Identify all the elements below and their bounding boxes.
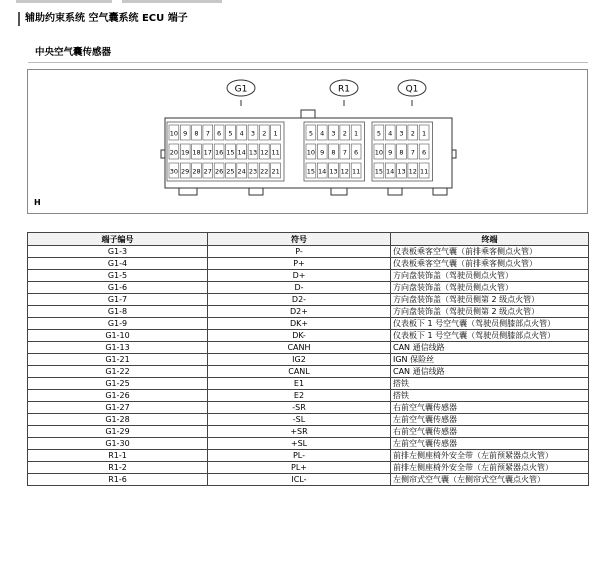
destination-cell: 仪表板乘客空气囊（前排乘客侧点火管） bbox=[391, 246, 589, 258]
pin-number: 26 bbox=[214, 167, 224, 176]
pin-number: 11 bbox=[419, 167, 429, 176]
destination-cell: 左前空气囊传感器 bbox=[391, 414, 589, 426]
col-header-terminal: 端子编号 bbox=[28, 233, 208, 246]
terminal-cell: R1-2 bbox=[28, 462, 208, 474]
table-row bbox=[28, 414, 589, 426]
pin-number: 6 bbox=[422, 148, 427, 157]
terminal-cell: G1-27 bbox=[28, 402, 208, 414]
symbol-cell: -SR bbox=[208, 402, 391, 414]
table-row bbox=[28, 246, 589, 258]
destination-cell: 前排左侧座椅外安全带（左前预紧器点火管） bbox=[391, 450, 589, 462]
pin-number: 9 bbox=[183, 129, 188, 138]
pin-number: 2 bbox=[262, 129, 267, 138]
destination-cell: 前排左侧座椅外安全带（左前预紧器点火管） bbox=[391, 462, 589, 474]
destination-cell: IGN 保险丝 bbox=[391, 354, 589, 366]
symbol-cell: IG2 bbox=[208, 354, 391, 366]
destination-cell: 左侧帘式空气囊（左侧帘式空气囊点火管） bbox=[391, 474, 589, 486]
symbol-cell: CANL bbox=[208, 366, 391, 378]
table-row bbox=[28, 354, 589, 366]
terminal-cell: G1-9 bbox=[28, 318, 208, 330]
pin-number: 24 bbox=[237, 167, 246, 176]
pin-number: 3 bbox=[399, 129, 404, 138]
terminal-cell: G1-10 bbox=[28, 330, 208, 342]
table-row bbox=[28, 294, 589, 306]
symbol-cell: DK- bbox=[208, 330, 391, 342]
pin-number: 18 bbox=[192, 148, 201, 157]
symbol-cell: D+ bbox=[208, 270, 391, 282]
terminal-cell: G1-3 bbox=[28, 246, 208, 258]
table-row bbox=[28, 474, 589, 486]
tab-indicator-2[interactable] bbox=[122, 0, 222, 3]
symbol-cell: CANH bbox=[208, 342, 391, 354]
pin-number: 4 bbox=[388, 129, 393, 138]
connector-diagram bbox=[27, 69, 588, 214]
figure-label: H bbox=[34, 198, 41, 207]
pin-number: 9 bbox=[320, 148, 325, 157]
pin-number: 7 bbox=[410, 148, 415, 157]
terminal-cell: G1-6 bbox=[28, 282, 208, 294]
terminal-cell: G1-21 bbox=[28, 354, 208, 366]
terminal-cell: G1-8 bbox=[28, 306, 208, 318]
connector-drawing bbox=[28, 70, 587, 213]
pin-number: 11 bbox=[351, 167, 361, 176]
symbol-cell: D- bbox=[208, 282, 391, 294]
terminal-table bbox=[27, 232, 589, 486]
pin-number: 30 bbox=[169, 167, 179, 176]
symbol-cell: +SR bbox=[208, 426, 391, 438]
pin-number: 22 bbox=[260, 167, 269, 176]
pin-number: 7 bbox=[342, 148, 347, 157]
destination-cell: 仪表板下 1 号空气囊（驾驶员侧膝部点火管） bbox=[391, 318, 589, 330]
pin-number: 12 bbox=[340, 167, 349, 176]
pin-number: 5 bbox=[308, 129, 313, 138]
pin-number: 15 bbox=[306, 167, 316, 176]
table-row bbox=[28, 462, 589, 474]
breadcrumb: 辅助约束系统 空气囊系统 ECU 端子 bbox=[18, 12, 188, 26]
pin-number: 2 bbox=[410, 129, 415, 138]
symbol-cell: +SL bbox=[208, 438, 391, 450]
pin-number: 23 bbox=[248, 167, 258, 176]
destination-cell: 右前空气囊传感器 bbox=[391, 402, 589, 414]
pin-number: 14 bbox=[237, 148, 246, 157]
col-header-destination: 终端 bbox=[391, 233, 589, 246]
pin-number: 13 bbox=[397, 167, 406, 176]
tab-indicator-1[interactable] bbox=[16, 0, 112, 3]
table-row bbox=[28, 318, 589, 330]
pin-number: 19 bbox=[181, 148, 190, 157]
table-row bbox=[28, 438, 589, 450]
pin-number: 6 bbox=[217, 129, 222, 138]
destination-cell: CAN 通信线路 bbox=[391, 366, 589, 378]
table-row bbox=[28, 342, 589, 354]
terminal-cell: R1-6 bbox=[28, 474, 208, 486]
pin-number: 15 bbox=[374, 167, 384, 176]
pin-number: 28 bbox=[192, 167, 201, 176]
pin-number: 3 bbox=[250, 129, 256, 138]
table-row bbox=[28, 330, 589, 342]
terminal-cell: G1-22 bbox=[28, 366, 208, 378]
table-row bbox=[28, 306, 589, 318]
pin-number: 8 bbox=[194, 129, 199, 138]
pin-number: 12 bbox=[408, 167, 417, 176]
symbol-cell: D2- bbox=[208, 294, 391, 306]
pin-number: 25 bbox=[226, 167, 235, 176]
pin-number: 20 bbox=[169, 148, 179, 157]
terminal-cell: G1-7 bbox=[28, 294, 208, 306]
symbol-cell: D2+ bbox=[208, 306, 391, 318]
pin-number: 5 bbox=[228, 129, 233, 138]
symbol-cell: -SL bbox=[208, 414, 391, 426]
destination-cell: 左前空气囊传感器 bbox=[391, 438, 589, 450]
connector-foot bbox=[388, 188, 402, 195]
pin-number: 11 bbox=[271, 148, 280, 157]
pin-number: 4 bbox=[320, 129, 325, 138]
destination-cell: CAN 通信线路 bbox=[391, 342, 589, 354]
pin-number: 7 bbox=[205, 129, 210, 138]
pin-number: 13 bbox=[248, 148, 258, 157]
pin-number: 8 bbox=[399, 148, 404, 157]
pin-number: 1 bbox=[354, 129, 359, 138]
terminal-cell: G1-28 bbox=[28, 414, 208, 426]
pin-number: 2 bbox=[342, 129, 347, 138]
table-row bbox=[28, 450, 589, 462]
symbol-cell: PL- bbox=[208, 450, 391, 462]
destination-cell: 搭铁 bbox=[391, 390, 589, 402]
destination-cell: 仪表板下 1 号空气囊（驾驶员侧膝部点火管） bbox=[391, 330, 589, 342]
pin-number: 15 bbox=[226, 148, 235, 157]
table-row bbox=[28, 390, 589, 402]
symbol-cell: P- bbox=[208, 246, 391, 258]
pin-number: 16 bbox=[214, 148, 224, 157]
col-header-symbol: 符号 bbox=[208, 233, 391, 246]
destination-cell: 右前空气囊传感器 bbox=[391, 426, 589, 438]
terminal-cell: G1-4 bbox=[28, 258, 208, 270]
connector-foot bbox=[249, 188, 263, 195]
table-row bbox=[28, 426, 589, 438]
pin-number: 9 bbox=[388, 148, 393, 157]
symbol-cell: PL+ bbox=[208, 462, 391, 474]
destination-cell: 方向盘装饰盖（驾驶员侧点火管） bbox=[391, 282, 589, 294]
terminal-cell: G1-30 bbox=[28, 438, 208, 450]
destination-cell: 搭铁 bbox=[391, 378, 589, 390]
connector-foot bbox=[331, 188, 347, 195]
section-title: 中央空气囊传感器 bbox=[35, 47, 112, 58]
pin-number: 10 bbox=[169, 129, 179, 138]
pin-number: 4 bbox=[239, 129, 244, 138]
symbol-cell: ICL- bbox=[208, 474, 391, 486]
connector-notch bbox=[452, 150, 456, 158]
symbol-cell: DK+ bbox=[208, 318, 391, 330]
symbol-cell: P+ bbox=[208, 258, 391, 270]
connector-notch bbox=[161, 150, 165, 158]
section-divider bbox=[28, 62, 588, 63]
connector-label: R1 bbox=[338, 84, 350, 95]
table-row bbox=[28, 378, 589, 390]
connector-label: Q1 bbox=[405, 84, 419, 95]
pin-number: 10 bbox=[306, 148, 316, 157]
pin-number: 29 bbox=[181, 167, 190, 176]
pin-number: 17 bbox=[203, 148, 212, 157]
pin-number: 27 bbox=[203, 167, 212, 176]
terminal-cell: G1-13 bbox=[28, 342, 208, 354]
pin-number: 6 bbox=[354, 148, 359, 157]
symbol-cell: E1 bbox=[208, 378, 391, 390]
table-row bbox=[28, 366, 589, 378]
table-row bbox=[28, 402, 589, 414]
table-row bbox=[28, 282, 589, 294]
destination-cell: 方向盘装饰盖（驾驶员侧第 2 级点火管） bbox=[391, 294, 589, 306]
pin-number: 1 bbox=[273, 129, 278, 138]
terminal-cell: R1-1 bbox=[28, 450, 208, 462]
pin-number: 3 bbox=[331, 129, 336, 138]
connector-label: G1 bbox=[234, 84, 248, 95]
connector-latch bbox=[301, 110, 315, 118]
pin-number: 21 bbox=[271, 167, 280, 176]
pin-number: 14 bbox=[386, 167, 395, 176]
connector-foot bbox=[179, 188, 197, 195]
destination-cell: 方向盘装饰盖（驾驶员侧第 2 级点火管） bbox=[391, 306, 589, 318]
terminal-cell: G1-29 bbox=[28, 426, 208, 438]
pin-number: 13 bbox=[329, 167, 338, 176]
symbol-cell: E2 bbox=[208, 390, 391, 402]
terminal-cell: G1-25 bbox=[28, 378, 208, 390]
pin-number: 5 bbox=[376, 129, 381, 138]
destination-cell: 仪表板乘客空气囊（前排乘客侧点火管） bbox=[391, 258, 589, 270]
pin-number: 10 bbox=[374, 148, 384, 157]
connector-foot bbox=[433, 188, 447, 195]
table-row bbox=[28, 258, 589, 270]
pin-number: 14 bbox=[318, 167, 327, 176]
terminal-cell: G1-5 bbox=[28, 270, 208, 282]
table-row bbox=[28, 270, 589, 282]
table-header-row bbox=[28, 233, 589, 246]
top-tab-bar bbox=[16, 0, 226, 3]
pin-number: 8 bbox=[331, 148, 336, 157]
terminal-cell: G1-26 bbox=[28, 390, 208, 402]
pin-number: 12 bbox=[260, 148, 269, 157]
destination-cell: 方向盘装饰盖（驾驶员侧点火管） bbox=[391, 270, 589, 282]
pin-number: 1 bbox=[422, 129, 427, 138]
